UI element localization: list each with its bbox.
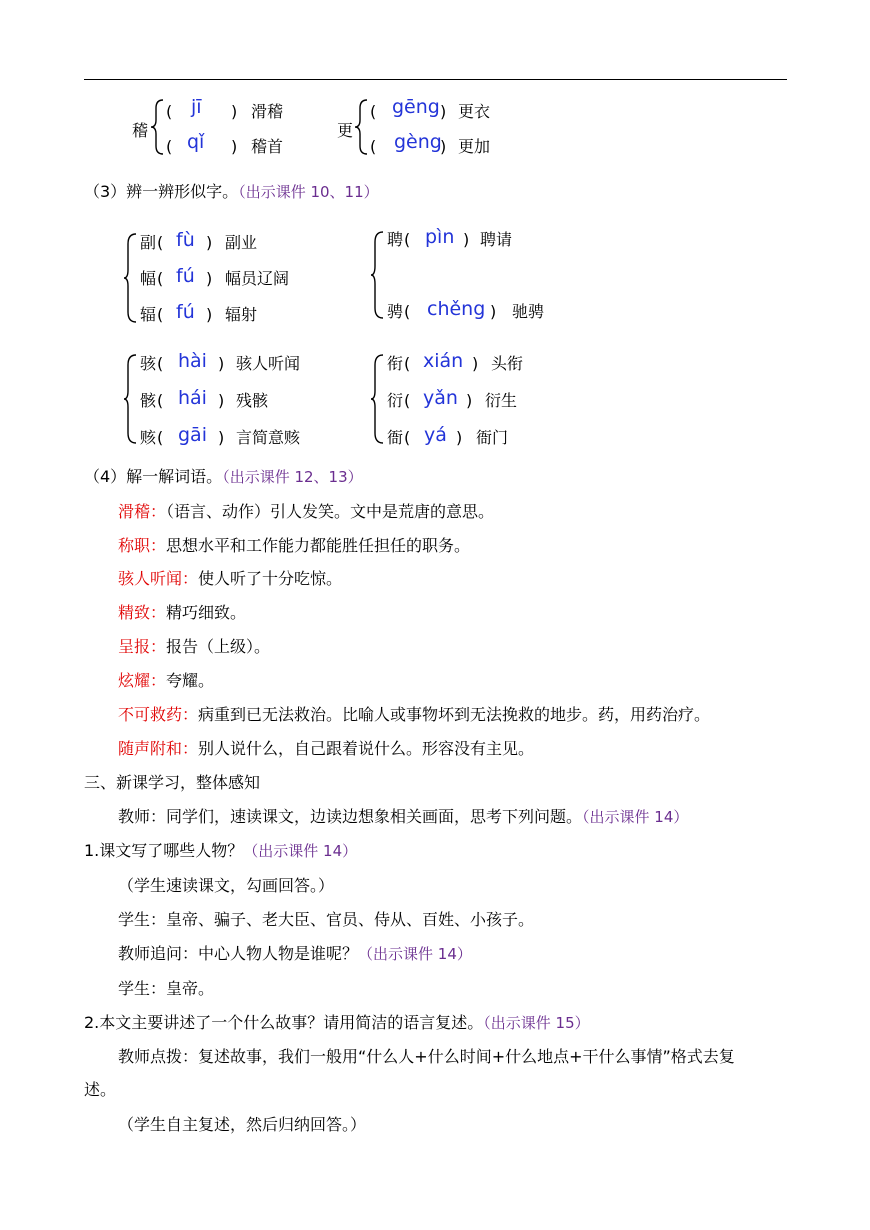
paragraph: 教师点拨：复述故事，我们一般用“什么人+什么时间+什么地点+干什么事情”格式去复	[118, 1047, 735, 1066]
term: 称职：	[118, 536, 167, 555]
term: 骇人听闻：	[118, 569, 199, 588]
pinyin: gèng	[394, 131, 442, 153]
definition-item: 骇人听闻：使人听了十分吃惊。	[118, 569, 343, 588]
pinyin: hái	[178, 387, 207, 409]
section-4-title: （4）解一解词语。（出示课件 12、13）	[84, 467, 363, 486]
paragraph: （学生自主复述，然后归纳回答。）	[118, 1115, 367, 1134]
word: 更加	[458, 137, 491, 156]
question-2: 2.本文主要讲述了一个什么故事？请用简洁的语言复述。（出示课件 15）	[84, 1013, 590, 1032]
term: 随声附和：	[118, 739, 199, 758]
pinyin: yá	[424, 424, 447, 446]
definition-item: 随声附和：别人说什么，自己跟着说什么。形容没有主见。	[118, 739, 535, 758]
pinyin: fú	[176, 301, 195, 323]
word: 更衣	[458, 102, 491, 121]
paragraph: （学生速读课文，勾画回答。）	[118, 876, 335, 895]
paragraph: 述。	[84, 1080, 117, 1099]
pinyin: fú	[176, 265, 195, 287]
term: 滑稽：	[118, 502, 167, 521]
slide-ref: （出示课件 10、11）	[238, 183, 379, 201]
pinyin: pìn	[425, 226, 455, 248]
pinyin: hài	[178, 350, 207, 372]
slide-ref: （出示课件 14）	[582, 808, 689, 826]
slide-ref: （出示课件 12、13）	[222, 468, 363, 486]
char-geng: 更	[337, 121, 354, 140]
slide-ref: （出示课件 14）	[243, 842, 358, 860]
top-rule	[84, 79, 787, 80]
paragraph: 教师：同学们，速读课文，边读边想象相关画面，思考下列问题。（出示课件 14）	[118, 807, 689, 826]
paragraph: 教师追问：中心人物人物是谁呢？（出示课件 14）	[118, 944, 472, 963]
pinyin: qǐ	[187, 131, 205, 153]
brace	[123, 353, 139, 445]
definition-item: 滑稽：（语言、动作）引人发笑。文中是荒唐的意思。	[118, 502, 495, 521]
pinyin: jī	[191, 96, 202, 118]
char-ji: 稽	[132, 121, 149, 140]
brace	[370, 230, 386, 320]
definition-item: 称职：思想水平和工作能力都能胜任担任的职务。	[118, 536, 471, 555]
pinyin: xián	[423, 350, 464, 372]
pinyin: fù	[176, 229, 195, 251]
word: 稽首	[251, 137, 284, 156]
term: 不可救药：	[118, 705, 199, 724]
slide-ref: （出示课件 15）	[483, 1014, 590, 1032]
pinyin: yǎn	[423, 387, 458, 409]
term: 精致：	[118, 603, 167, 622]
definition-item: 不可救药：病重到已无法救治。比喻人或事物坏到无法挽救的地步。药，用药治疗。	[118, 705, 711, 724]
brace	[370, 353, 386, 445]
brace	[150, 98, 166, 156]
definition-item: 炫耀：夸耀。	[118, 671, 215, 690]
word: 滑稽	[251, 102, 284, 121]
section-heading: 三、新课学习，整体感知	[84, 773, 261, 792]
term: 炫耀：	[118, 671, 167, 690]
term: 呈报：	[118, 637, 167, 656]
paragraph: 学生：皇帝、骗子、老大臣、官员、侍从、百姓、小孩子。	[118, 910, 535, 929]
paragraph: 学生：皇帝。	[118, 979, 215, 998]
definition-item: 呈报：报告（上级）。	[118, 637, 271, 656]
pinyin: gāi	[178, 424, 207, 446]
brace	[123, 232, 139, 324]
question-1: 1.课文写了哪些人物？（出示课件 14）	[84, 841, 358, 860]
definition-item: 精致：精巧细致。	[118, 603, 247, 622]
brace	[354, 98, 370, 156]
slide-ref: （出示课件 14）	[358, 945, 472, 963]
section-3-title: （3）辨一辨形似字。（出示课件 10、11）	[84, 182, 379, 201]
pinyin: chěng	[427, 298, 486, 320]
pinyin: gēng	[392, 96, 440, 118]
